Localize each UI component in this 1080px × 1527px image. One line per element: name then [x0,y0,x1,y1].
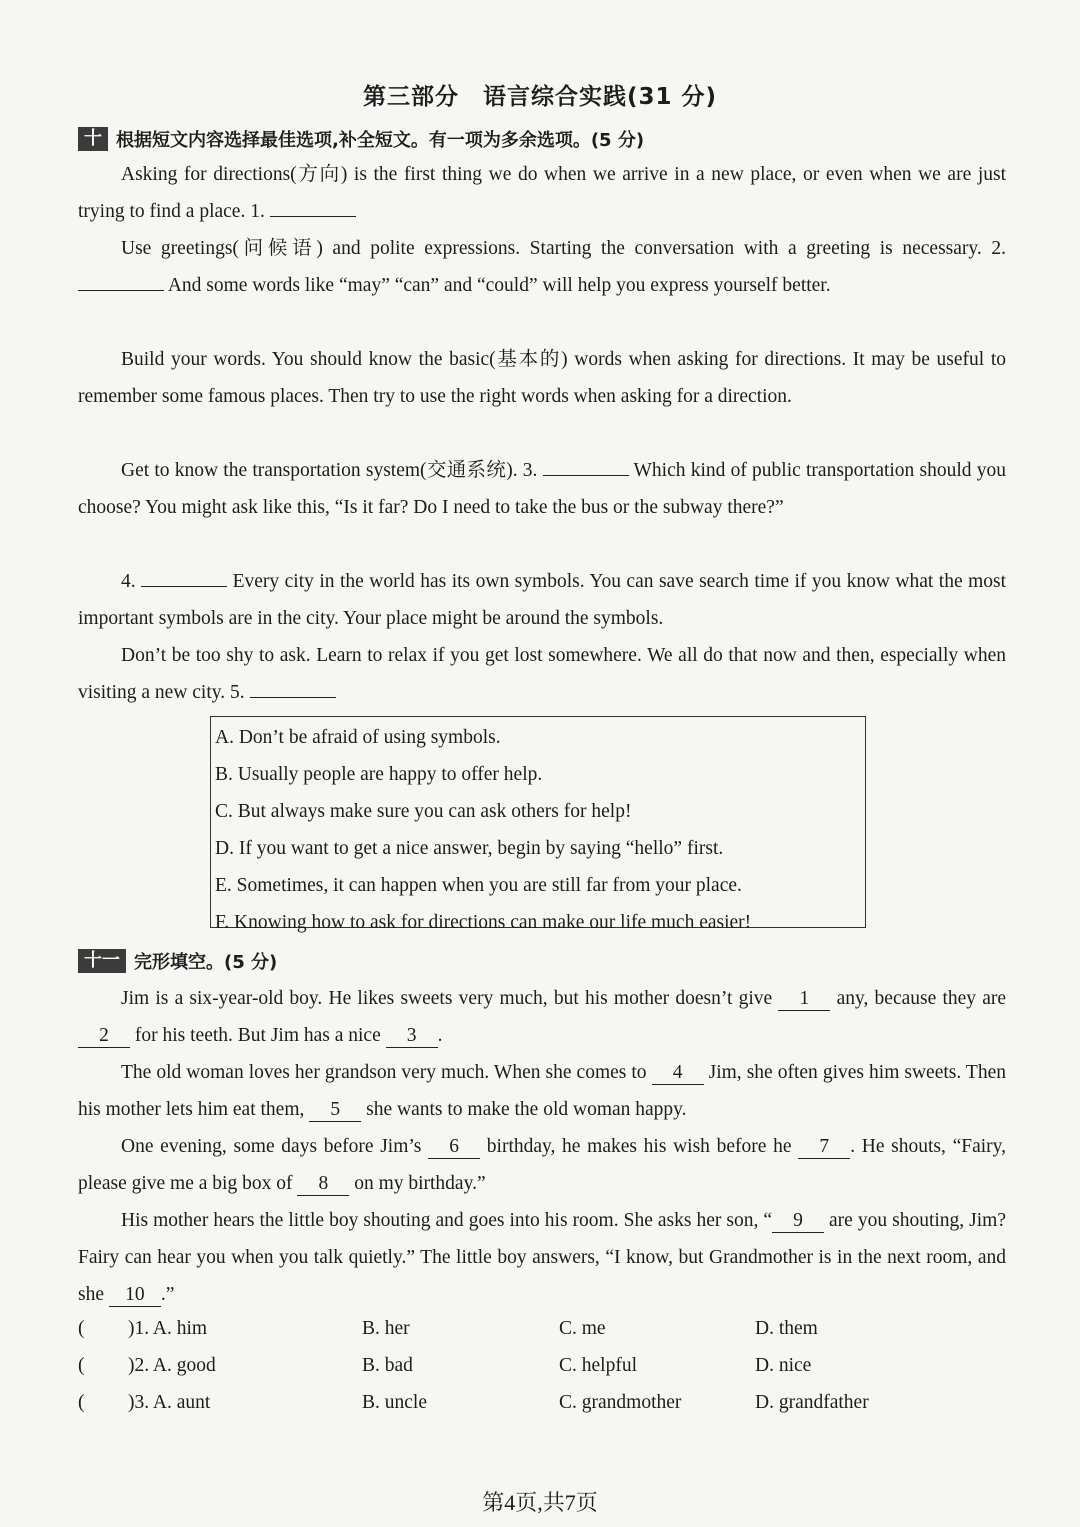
cloze-blank-8[interactable]: 8 [297,1173,349,1196]
question-1-option-c: C. me [559,1318,606,1339]
question-3-option-a: )3. A. aunt [128,1392,211,1413]
question-2-option-c: C. helpful [559,1355,637,1376]
cloze-blank-5[interactable]: 5 [309,1099,361,1122]
passage-paragraph-2: Use greetings(问候语) and polite expressions. Starting the conversation with a greeting is necessary. 2. And some words like “may” “can” and “could” will help you express yourself better. [78,230,1006,304]
cloze-blank-1[interactable]: 1 [778,988,830,1011]
question-1-option-a: )1. A. him [128,1318,208,1339]
answer-paren-1[interactable]: ( [78,1318,85,1339]
cloze-paragraph-2: The old woman loves her grandson very much. When she comes to 4 Jim, she often gives him sweets. Then his mother lets him eat them, 5 she wants to make the old woman happy. [78,1062,1006,1120]
section-10-header [78,126,644,152]
option-e: E. Sometimes, it can happen when you are still far from your place. [215,875,742,896]
question-row-2 [78,1355,978,1385]
cloze-blank-2[interactable]: 2 [78,1025,130,1048]
question-2-option-d: D. nice [755,1355,812,1376]
answer-paren-3[interactable]: ( [78,1392,85,1413]
section-10-badge: 十 [78,127,108,151]
question-2-option-b: B. bad [362,1355,413,1376]
page-number-footer: 第4页,共7页 [482,1490,598,1515]
cloze-blank-3[interactable]: 3 [386,1025,438,1048]
question-3-option-d: D. grandfather [755,1392,869,1413]
question-1-option-d: D. them [755,1318,818,1339]
answer-blank-5[interactable] [250,675,336,698]
section-11-instruction: 完形填空。(5 分) [134,952,278,973]
cloze-blank-6[interactable]: 6 [428,1136,480,1159]
passage-paragraph-6: Don’t be too shy to ask. Learn to relax if you get lost somewhere. We all do that now and then, especially when visiting a new city. 5. [78,645,1006,703]
cloze-blank-10[interactable]: 10 [109,1284,161,1307]
option-a: A. Don’t be afraid of using symbols. [215,727,501,748]
answer-paren-2[interactable]: ( [78,1355,85,1376]
passage-paragraph-1: Asking for directions(方向) is the first thing we do when we arrive in a new place, or even when we are just trying to find a place. 1. [78,164,1006,222]
option-f: F. Knowing how to ask for directions can make our life much easier! [215,912,752,933]
passage-paragraph-4: Get to know the transportation system(交通系统). 3. Which kind of public transportation should you choose? You might ask like this, “Is it far? Do I need to take the bus or the subway there?” [78,452,1006,526]
cloze-paragraph-4: His mother hears the little boy shouting and goes into his room. She asks her son, “ 9 are you shouting, Jim? Fairy can hear you when you talk quietly.” The little boy answers, “I know, but Grandmother is in the next room, and she 10 .” [78,1210,1006,1305]
option-d: D. If you want to get a nice answer, begin by saying “hello” first. [215,838,724,859]
question-row-1 [78,1318,978,1348]
cloze-paragraph-3: One evening, some days before Jim’s 6 birthday, he makes his wish before he 7 . He shouts, “Fairy, please give me a big box of 8 on my birthday.” [78,1136,1006,1194]
question-3-option-b: B. uncle [362,1392,427,1413]
question-1-option-b: B. her [362,1318,410,1339]
cloze-blank-4[interactable]: 4 [652,1062,704,1085]
passage-paragraph-3: Build your words. You should know the basic(基本的) words when asking for directions. It may be useful to remember some famous places. Then try to use the right words when asking for a direction. [78,349,1006,407]
page-title: 第三部分 语言综合实践(31 分) [362,84,718,110]
passage-paragraph-5: 4. Every city in the world has its own symbols. You can save search time if you know what the most important symbols are in the city. Your place might be around the symbols. [78,563,1006,637]
answer-blank-1[interactable] [270,194,356,217]
question-3-option-c: C. grandmother [559,1392,682,1413]
option-b: B. Usually people are happy to offer help. [215,764,543,785]
option-c: C. But always make sure you can ask others for help! [215,801,632,822]
options-box [210,716,866,933]
cloze-blank-9[interactable]: 9 [772,1210,824,1233]
question-row-3 [78,1392,978,1422]
question-2-option-a: )2. A. good [128,1355,216,1376]
answer-blank-4[interactable] [141,564,227,587]
section-10-instruction: 根据短文内容选择最佳选项,补全短文。有一项为多余选项。(5 分) [116,130,645,151]
cloze-blank-7[interactable]: 7 [798,1136,850,1159]
cloze-paragraph-1: Jim is a six-year-old boy. He likes sweets very much, but his mother doesn’t give 1 any, because they are 2 for his teeth. But Jim has a nice 3 . [78,980,1006,1054]
answer-blank-2[interactable] [78,268,164,291]
answer-blank-3[interactable] [543,453,629,476]
section-11-header [78,948,277,974]
section-11-badge: 十一 [78,949,126,973]
